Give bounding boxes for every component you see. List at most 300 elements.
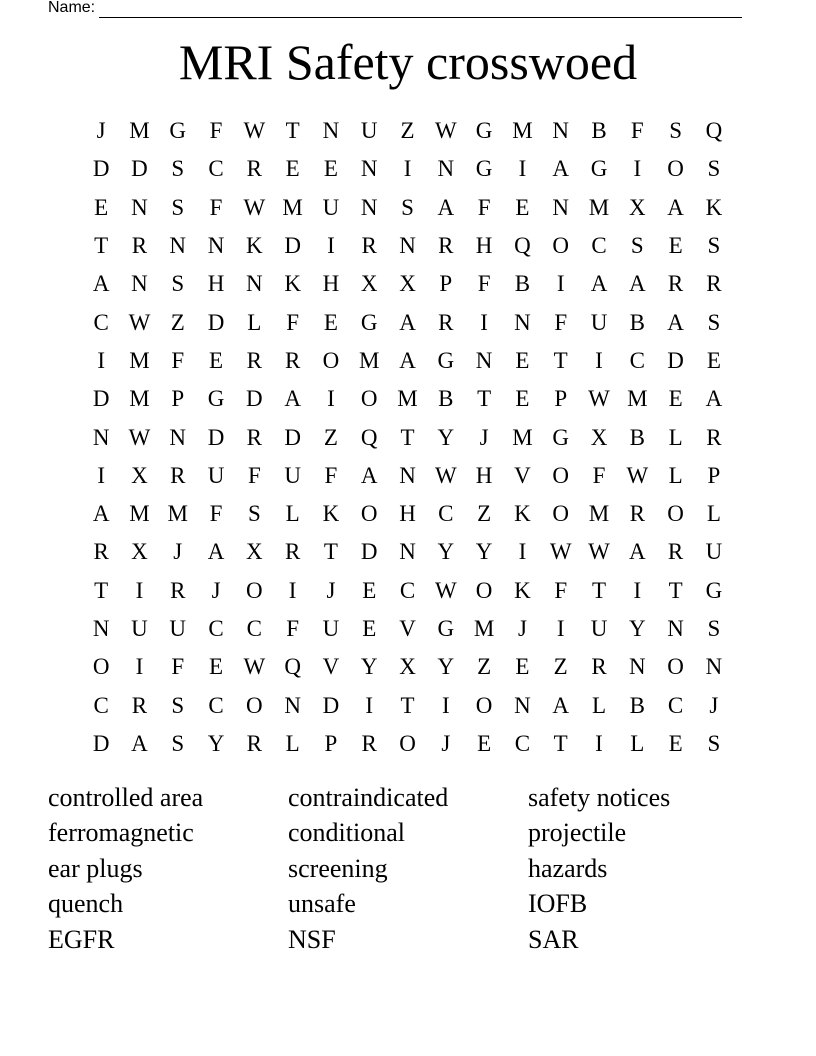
grid-cell[interactable]: T [94, 577, 109, 603]
grid-cell[interactable]: N [246, 271, 263, 297]
grid-cell[interactable]: U [360, 118, 378, 144]
grid-cell[interactable]: B [629, 424, 645, 450]
grid-cell[interactable]: J [96, 118, 106, 144]
grid-cell[interactable]: Z [400, 118, 415, 144]
grid-cell[interactable]: Q [514, 233, 531, 259]
grid-cell[interactable]: I [518, 156, 527, 182]
grid-cell[interactable]: B [629, 309, 645, 335]
grid-cell[interactable]: I [97, 462, 105, 488]
grid-cell[interactable]: R [706, 424, 722, 450]
grid-cell[interactable]: N [92, 616, 110, 641]
grid-cell[interactable]: Q [360, 424, 378, 450]
grid-cell[interactable]: A [552, 692, 570, 718]
grid-cell[interactable]: R [361, 730, 377, 756]
grid-cell[interactable]: D [284, 233, 301, 259]
grid-cell[interactable]: E [285, 156, 300, 182]
grid-cell[interactable]: A [360, 462, 378, 488]
grid-cell[interactable]: Q [705, 118, 723, 144]
grid-cell[interactable]: B [514, 271, 531, 297]
grid-cell[interactable]: F [247, 462, 261, 488]
grid-cell[interactable]: W [434, 118, 457, 144]
grid-cell[interactable]: I [595, 730, 603, 756]
grid-cell[interactable]: W [549, 539, 572, 565]
grid-cell[interactable]: C [208, 692, 224, 718]
grid-cell[interactable]: N [131, 194, 148, 220]
grid-cell[interactable]: C [514, 730, 531, 756]
grid-cell[interactable]: G [360, 309, 378, 335]
grid-cell[interactable]: S [171, 692, 185, 718]
grid-cell[interactable]: O [552, 233, 570, 259]
grid-cell[interactable]: M [282, 194, 303, 220]
grid-cell[interactable]: Y [628, 616, 646, 641]
word-list-item: controlled area [48, 782, 204, 812]
grid-cell[interactable]: I [365, 692, 374, 718]
grid-cell[interactable]: O [399, 730, 416, 756]
name-field-row [48, 0, 742, 18]
grid-cell[interactable]: E [515, 194, 530, 220]
grid-cell[interactable]: I [135, 654, 144, 680]
grid-cell[interactable]: L [668, 424, 683, 450]
grid-cell[interactable]: T [591, 577, 607, 603]
grid-cell[interactable]: A [399, 347, 416, 373]
grid-cell[interactable]: A [628, 539, 646, 565]
grid-cell[interactable]: C [399, 577, 416, 603]
grid-cell[interactable]: F [286, 309, 300, 335]
grid-cell[interactable]: F [209, 501, 223, 527]
grid-cell[interactable]: N [92, 424, 110, 450]
grid-cell[interactable]: N [705, 654, 723, 680]
grid-cell[interactable]: E [94, 194, 109, 220]
grid-cell[interactable]: E [668, 730, 683, 756]
grid-cell[interactable]: N [360, 156, 378, 182]
grid-cell[interactable]: I [518, 539, 527, 565]
grid-cell[interactable]: E [362, 577, 377, 603]
grid-cell[interactable]: M [129, 347, 150, 373]
grid-cell[interactable]: G [552, 424, 570, 450]
grid-cell[interactable]: O [246, 692, 263, 718]
grid-cell[interactable]: X [628, 194, 646, 220]
grid-cell[interactable]: H [399, 501, 416, 527]
grid-cell[interactable]: H [322, 271, 340, 297]
grid-cell[interactable]: V [399, 616, 416, 641]
grid-cell[interactable]: O [667, 501, 684, 527]
grid-cell[interactable]: A [667, 194, 684, 220]
grid-cell[interactable]: C [591, 233, 607, 259]
grid-cell[interactable]: O [475, 692, 493, 718]
grid-cell[interactable]: U [705, 539, 723, 565]
grid-cell[interactable]: A [131, 730, 148, 756]
grid-cell[interactable]: A [552, 156, 570, 182]
grid-cell[interactable]: E [668, 386, 683, 412]
grid-cell[interactable]: M [588, 501, 610, 527]
grid-cell[interactable]: J [326, 577, 336, 603]
grid-cell[interactable]: D [92, 386, 110, 412]
grid-cell[interactable]: S [401, 194, 414, 220]
grid-cell[interactable]: A [628, 271, 646, 297]
grid-cell[interactable]: N [514, 309, 531, 335]
grid-cell[interactable]: X [131, 462, 148, 488]
grid-cell[interactable]: U [322, 194, 340, 220]
name-blank-line [99, 2, 742, 18]
grid-cell[interactable]: C [208, 616, 224, 641]
grid-cell[interactable]: E [362, 616, 377, 641]
grid-cell[interactable]: G [207, 386, 225, 412]
grid-cell[interactable]: F [209, 118, 223, 144]
grid-cell[interactable]: T [477, 386, 492, 412]
grid-cell[interactable]: E [323, 156, 338, 182]
grid-cell[interactable]: D [246, 386, 263, 412]
grid-cell[interactable]: M [397, 386, 418, 412]
grid-cell[interactable]: R [131, 233, 148, 259]
grid-cell[interactable]: U [590, 309, 608, 335]
grid-cell[interactable]: D [284, 424, 301, 450]
grid-cell[interactable]: A [92, 271, 110, 297]
word-list-item: unsafe [288, 889, 356, 919]
grid-cell[interactable]: R [246, 424, 262, 450]
grid-cell[interactable]: D [667, 347, 684, 373]
grid-cell[interactable]: V [322, 654, 340, 680]
grid-cell[interactable]: K [514, 577, 531, 603]
grid-cell[interactable]: F [592, 462, 606, 488]
grid-cell[interactable]: C [246, 616, 262, 641]
grid-cell[interactable]: I [633, 577, 642, 603]
grid-cell[interactable]: T [285, 118, 300, 144]
grid-cell[interactable]: D [92, 156, 110, 182]
grid-cell[interactable]: X [246, 539, 263, 565]
grid-cell[interactable]: R [170, 462, 186, 488]
word-list-item: quench [48, 889, 124, 919]
grid-cell[interactable]: I [633, 156, 642, 182]
grid-cell[interactable]: Z [553, 654, 568, 680]
grid-cell[interactable]: F [286, 616, 300, 641]
word-list-item: conditional [288, 818, 405, 848]
word-list [48, 780, 768, 958]
grid-cell[interactable]: L [247, 309, 262, 335]
grid-cell[interactable]: E [668, 233, 683, 259]
grid-cell[interactable]: P [554, 386, 568, 412]
grid-cell[interactable]: W [434, 577, 457, 603]
grid-cell[interactable]: S [171, 194, 185, 220]
grid-cell[interactable]: C [208, 156, 224, 182]
grid-cell[interactable]: S [707, 156, 721, 182]
grid-cell[interactable]: B [438, 386, 454, 412]
grid-cell[interactable]: O [475, 577, 493, 603]
grid-cell[interactable]: O [246, 577, 263, 603]
grid-cell[interactable]: R [284, 539, 301, 565]
grid-cell[interactable]: M [359, 347, 380, 373]
grid-cell[interactable]: I [403, 156, 412, 182]
grid-cell[interactable]: F [477, 194, 491, 220]
grid-cell[interactable]: N [284, 692, 301, 718]
grid-cell[interactable]: L [285, 501, 300, 527]
grid-cell[interactable]: D [207, 424, 225, 450]
grid-cell[interactable]: U [131, 616, 148, 641]
grid-cell[interactable]: D [131, 156, 148, 182]
grid-cell[interactable]: A [437, 194, 455, 220]
grid-cell[interactable]: D [322, 692, 340, 718]
grid-cell[interactable]: W [588, 539, 610, 565]
grid-cell[interactable]: J [479, 424, 489, 450]
grid-cell[interactable]: Z [170, 309, 185, 335]
grid-cell[interactable]: J [211, 577, 221, 603]
grid-cell[interactable]: T [323, 539, 338, 565]
grid-cell[interactable]: I [97, 347, 105, 373]
grid-cell[interactable]: A [92, 501, 110, 527]
grid-cell[interactable]: F [554, 577, 568, 603]
grid-cell[interactable]: N [552, 118, 570, 144]
grid-cell[interactable]: S [707, 616, 721, 641]
grid-cell[interactable]: U [207, 462, 225, 488]
grid-cell[interactable]: Y [437, 424, 455, 450]
grid-cell[interactable]: Y [437, 539, 455, 565]
grid-cell[interactable]: T [553, 347, 568, 373]
grid-cell[interactable]: X [590, 424, 608, 450]
grid-cell[interactable]: N [667, 616, 684, 641]
grid-cell[interactable]: R [591, 654, 607, 680]
grid-cell[interactable]: I [441, 692, 450, 718]
grid-cell[interactable]: M [129, 118, 150, 144]
grid-cell[interactable]: S [171, 730, 185, 756]
grid-cell[interactable]: D [360, 539, 378, 565]
grid-cell[interactable]: Y [207, 730, 225, 756]
grid-cell[interactable]: T [668, 577, 683, 603]
grid-cell[interactable]: M [167, 501, 188, 527]
grid-cell[interactable]: C [93, 309, 109, 335]
grid-cell[interactable]: O [92, 654, 110, 680]
grid-cell[interactable]: J [173, 539, 183, 565]
grid-cell[interactable]: Z [323, 424, 338, 450]
grid-cell[interactable]: A [590, 271, 608, 297]
grid-cell[interactable]: P [324, 730, 338, 756]
grid-cell[interactable]: Z [477, 654, 492, 680]
grid-cell[interactable]: C [438, 501, 454, 527]
grid-cell[interactable]: G [705, 577, 723, 603]
grid-cell[interactable]: V [514, 462, 531, 488]
grid-cell[interactable]: G [437, 347, 455, 373]
grid-cell[interactable]: R [629, 501, 645, 527]
grid-cell[interactable]: M [473, 616, 495, 641]
grid-cell[interactable]: L [591, 692, 607, 718]
grid-cell[interactable]: R [131, 692, 148, 718]
grid-cell[interactable]: R [246, 347, 262, 373]
grid-cell[interactable]: H [475, 462, 493, 488]
grid-cell[interactable]: B [591, 118, 607, 144]
grid-cell[interactable]: M [588, 194, 610, 220]
grid-cell[interactable]: N [514, 692, 531, 718]
grid-cell[interactable]: N [628, 654, 646, 680]
grid-cell[interactable]: R [93, 539, 109, 565]
grid-cell[interactable]: K [705, 194, 723, 220]
grid-cell[interactable]: T [400, 424, 415, 450]
grid-cell[interactable]: C [667, 692, 684, 718]
grid-cell[interactable]: X [399, 654, 416, 680]
grid-cell[interactable]: W [434, 462, 457, 488]
grid-cell[interactable]: B [629, 692, 645, 718]
grid-cell[interactable]: X [360, 271, 378, 297]
grid-cell[interactable]: N [169, 424, 187, 450]
grid-cell[interactable]: L [706, 501, 721, 527]
grid-cell[interactable]: S [171, 271, 185, 297]
grid-cell[interactable]: R [706, 271, 722, 297]
word-list-item: hazards [528, 853, 608, 883]
grid-cell[interactable]: R [438, 233, 454, 259]
grid-cell[interactable]: M [129, 386, 150, 412]
grid-cell[interactable]: W [626, 462, 649, 488]
grid-cell[interactable]: D [92, 730, 110, 756]
grid-cell[interactable]: R [667, 539, 684, 565]
name-label: Name: [48, 0, 96, 16]
grid-cell[interactable]: W [128, 424, 151, 450]
grid-cell[interactable]: A [667, 309, 684, 335]
grid-cell[interactable]: N [322, 118, 340, 144]
grid-cell[interactable]: W [243, 118, 266, 144]
grid-cell[interactable]: N [552, 194, 570, 220]
grid-cell[interactable]: T [553, 730, 568, 756]
grid-cell[interactable]: A [399, 309, 416, 335]
grid-cell[interactable]: O [360, 501, 378, 527]
grid-cell[interactable]: X [131, 539, 148, 565]
grid-cell[interactable]: I [135, 577, 144, 603]
grid-cell[interactable]: Y [475, 539, 493, 565]
grid-cell[interactable]: S [707, 233, 721, 259]
grid-cell[interactable]: N [475, 347, 493, 373]
grid-cell[interactable]: S [630, 233, 644, 259]
grid-cell[interactable]: I [556, 271, 565, 297]
grid-cell[interactable]: S [707, 309, 721, 335]
grid-cell[interactable]: N [169, 233, 187, 259]
word-list-item: IOFB [528, 889, 588, 919]
grid-cell[interactable]: P [439, 271, 453, 297]
grid-cell[interactable]: M [512, 118, 533, 144]
grid-cell[interactable]: L [668, 462, 683, 488]
grid-cell[interactable]: N [399, 539, 416, 565]
grid-cell[interactable]: L [630, 730, 645, 756]
grid-cell[interactable]: K [322, 501, 340, 527]
grid-cell[interactable]: F [554, 309, 568, 335]
grid-cell[interactable]: O [360, 386, 378, 412]
grid-cell[interactable]: K [246, 233, 263, 259]
grid-cell[interactable]: C [629, 347, 645, 373]
grid-cell[interactable]: F [630, 118, 644, 144]
grid-cell[interactable]: N [399, 233, 416, 259]
grid-cell[interactable]: U [322, 616, 340, 641]
grid-cell[interactable]: U [284, 462, 301, 488]
grid-cell[interactable]: A [284, 386, 301, 412]
grid-cell[interactable]: M [512, 424, 533, 450]
grid-cell[interactable]: M [627, 386, 648, 412]
grid-cell[interactable]: I [327, 386, 335, 412]
grid-cell[interactable]: Y [437, 654, 455, 680]
grid-cell[interactable]: S [247, 501, 261, 527]
grid-cell[interactable]: P [171, 386, 185, 412]
grid-cell[interactable]: E [209, 347, 224, 373]
grid-cell[interactable]: I [595, 347, 603, 373]
grid-cell[interactable]: F [209, 194, 223, 220]
grid-cell[interactable]: I [480, 309, 488, 335]
grid-cell[interactable]: W [243, 194, 266, 220]
grid-cell[interactable]: E [706, 347, 721, 373]
grid-cell[interactable]: Y [360, 654, 378, 680]
grid-cell[interactable]: R [284, 347, 301, 373]
grid-cell[interactable]: N [399, 462, 416, 488]
grid-cell[interactable]: A [207, 539, 225, 565]
grid-cell[interactable]: J [441, 730, 451, 756]
grid-cell[interactable]: I [288, 577, 297, 603]
grid-cell[interactable]: O [552, 462, 570, 488]
grid-cell[interactable]: N [437, 156, 455, 182]
grid-cell[interactable]: E [515, 654, 530, 680]
grid-cell[interactable]: Z [477, 501, 492, 527]
grid-cell[interactable]: R [246, 730, 262, 756]
grid-cell[interactable]: I [327, 233, 335, 259]
word-list-item: contraindicated [288, 782, 449, 812]
grid-cell[interactable]: F [171, 654, 185, 680]
grid-cell[interactable]: S [171, 156, 185, 182]
grid-cell[interactable]: O [667, 654, 684, 680]
grid-cell[interactable]: G [475, 156, 493, 182]
grid-cell[interactable]: L [285, 730, 300, 756]
grid-cell[interactable]: H [475, 233, 493, 259]
grid-cell[interactable]: N [207, 233, 225, 259]
grid-cell[interactable]: Q [284, 654, 301, 680]
grid-cell[interactable]: W [243, 654, 266, 680]
grid-cell[interactable]: E [323, 309, 338, 335]
grid-cell[interactable]: N [360, 194, 378, 220]
grid-cell[interactable]: I [556, 616, 565, 641]
grid-cell[interactable]: M [129, 501, 150, 527]
grid-cell[interactable]: R [667, 271, 684, 297]
grid-cell[interactable]: R [438, 309, 454, 335]
grid-cell[interactable]: E [515, 347, 530, 373]
grid-cell[interactable]: T [94, 233, 109, 259]
grid-cell[interactable]: R [170, 577, 186, 603]
grid-cell[interactable]: H [207, 271, 225, 297]
grid-cell[interactable]: G [475, 118, 493, 144]
grid-cell[interactable]: C [93, 692, 109, 718]
grid-cell[interactable]: N [131, 271, 148, 297]
grid-cell[interactable]: D [207, 309, 225, 335]
grid-cell[interactable]: G [169, 118, 187, 144]
grid-cell[interactable]: E [477, 730, 492, 756]
grid-cell[interactable]: F [324, 462, 338, 488]
grid-cell[interactable]: F [171, 347, 185, 373]
grid-cell[interactable]: X [399, 271, 416, 297]
grid-cell[interactable]: A [705, 386, 723, 412]
grid-cell[interactable]: U [169, 616, 187, 641]
grid-cell[interactable]: J [517, 616, 527, 641]
grid-cell[interactable]: P [707, 462, 721, 488]
grid-cell[interactable]: F [477, 271, 491, 297]
grid-cell[interactable]: W [588, 386, 610, 412]
grid-cell[interactable]: W [128, 309, 151, 335]
grid-cell[interactable]: T [400, 692, 415, 718]
grid-cell[interactable]: E [515, 386, 530, 412]
grid-cell[interactable]: J [709, 692, 719, 718]
grid-cell[interactable]: R [246, 156, 262, 182]
grid-cell[interactable]: G [590, 156, 608, 182]
grid-cell[interactable]: G [437, 616, 455, 641]
grid-cell[interactable]: O [552, 501, 570, 527]
grid-cell[interactable]: R [361, 233, 377, 259]
grid-cell[interactable]: O [667, 156, 684, 182]
grid-cell[interactable]: S [707, 730, 721, 756]
grid-cell[interactable]: E [209, 654, 224, 680]
grid-cell[interactable]: U [590, 616, 608, 641]
grid-cell[interactable]: O [322, 347, 340, 373]
grid-cell[interactable]: K [514, 501, 531, 527]
grid-cell[interactable]: K [284, 271, 301, 297]
grid-cell[interactable]: S [669, 118, 682, 144]
